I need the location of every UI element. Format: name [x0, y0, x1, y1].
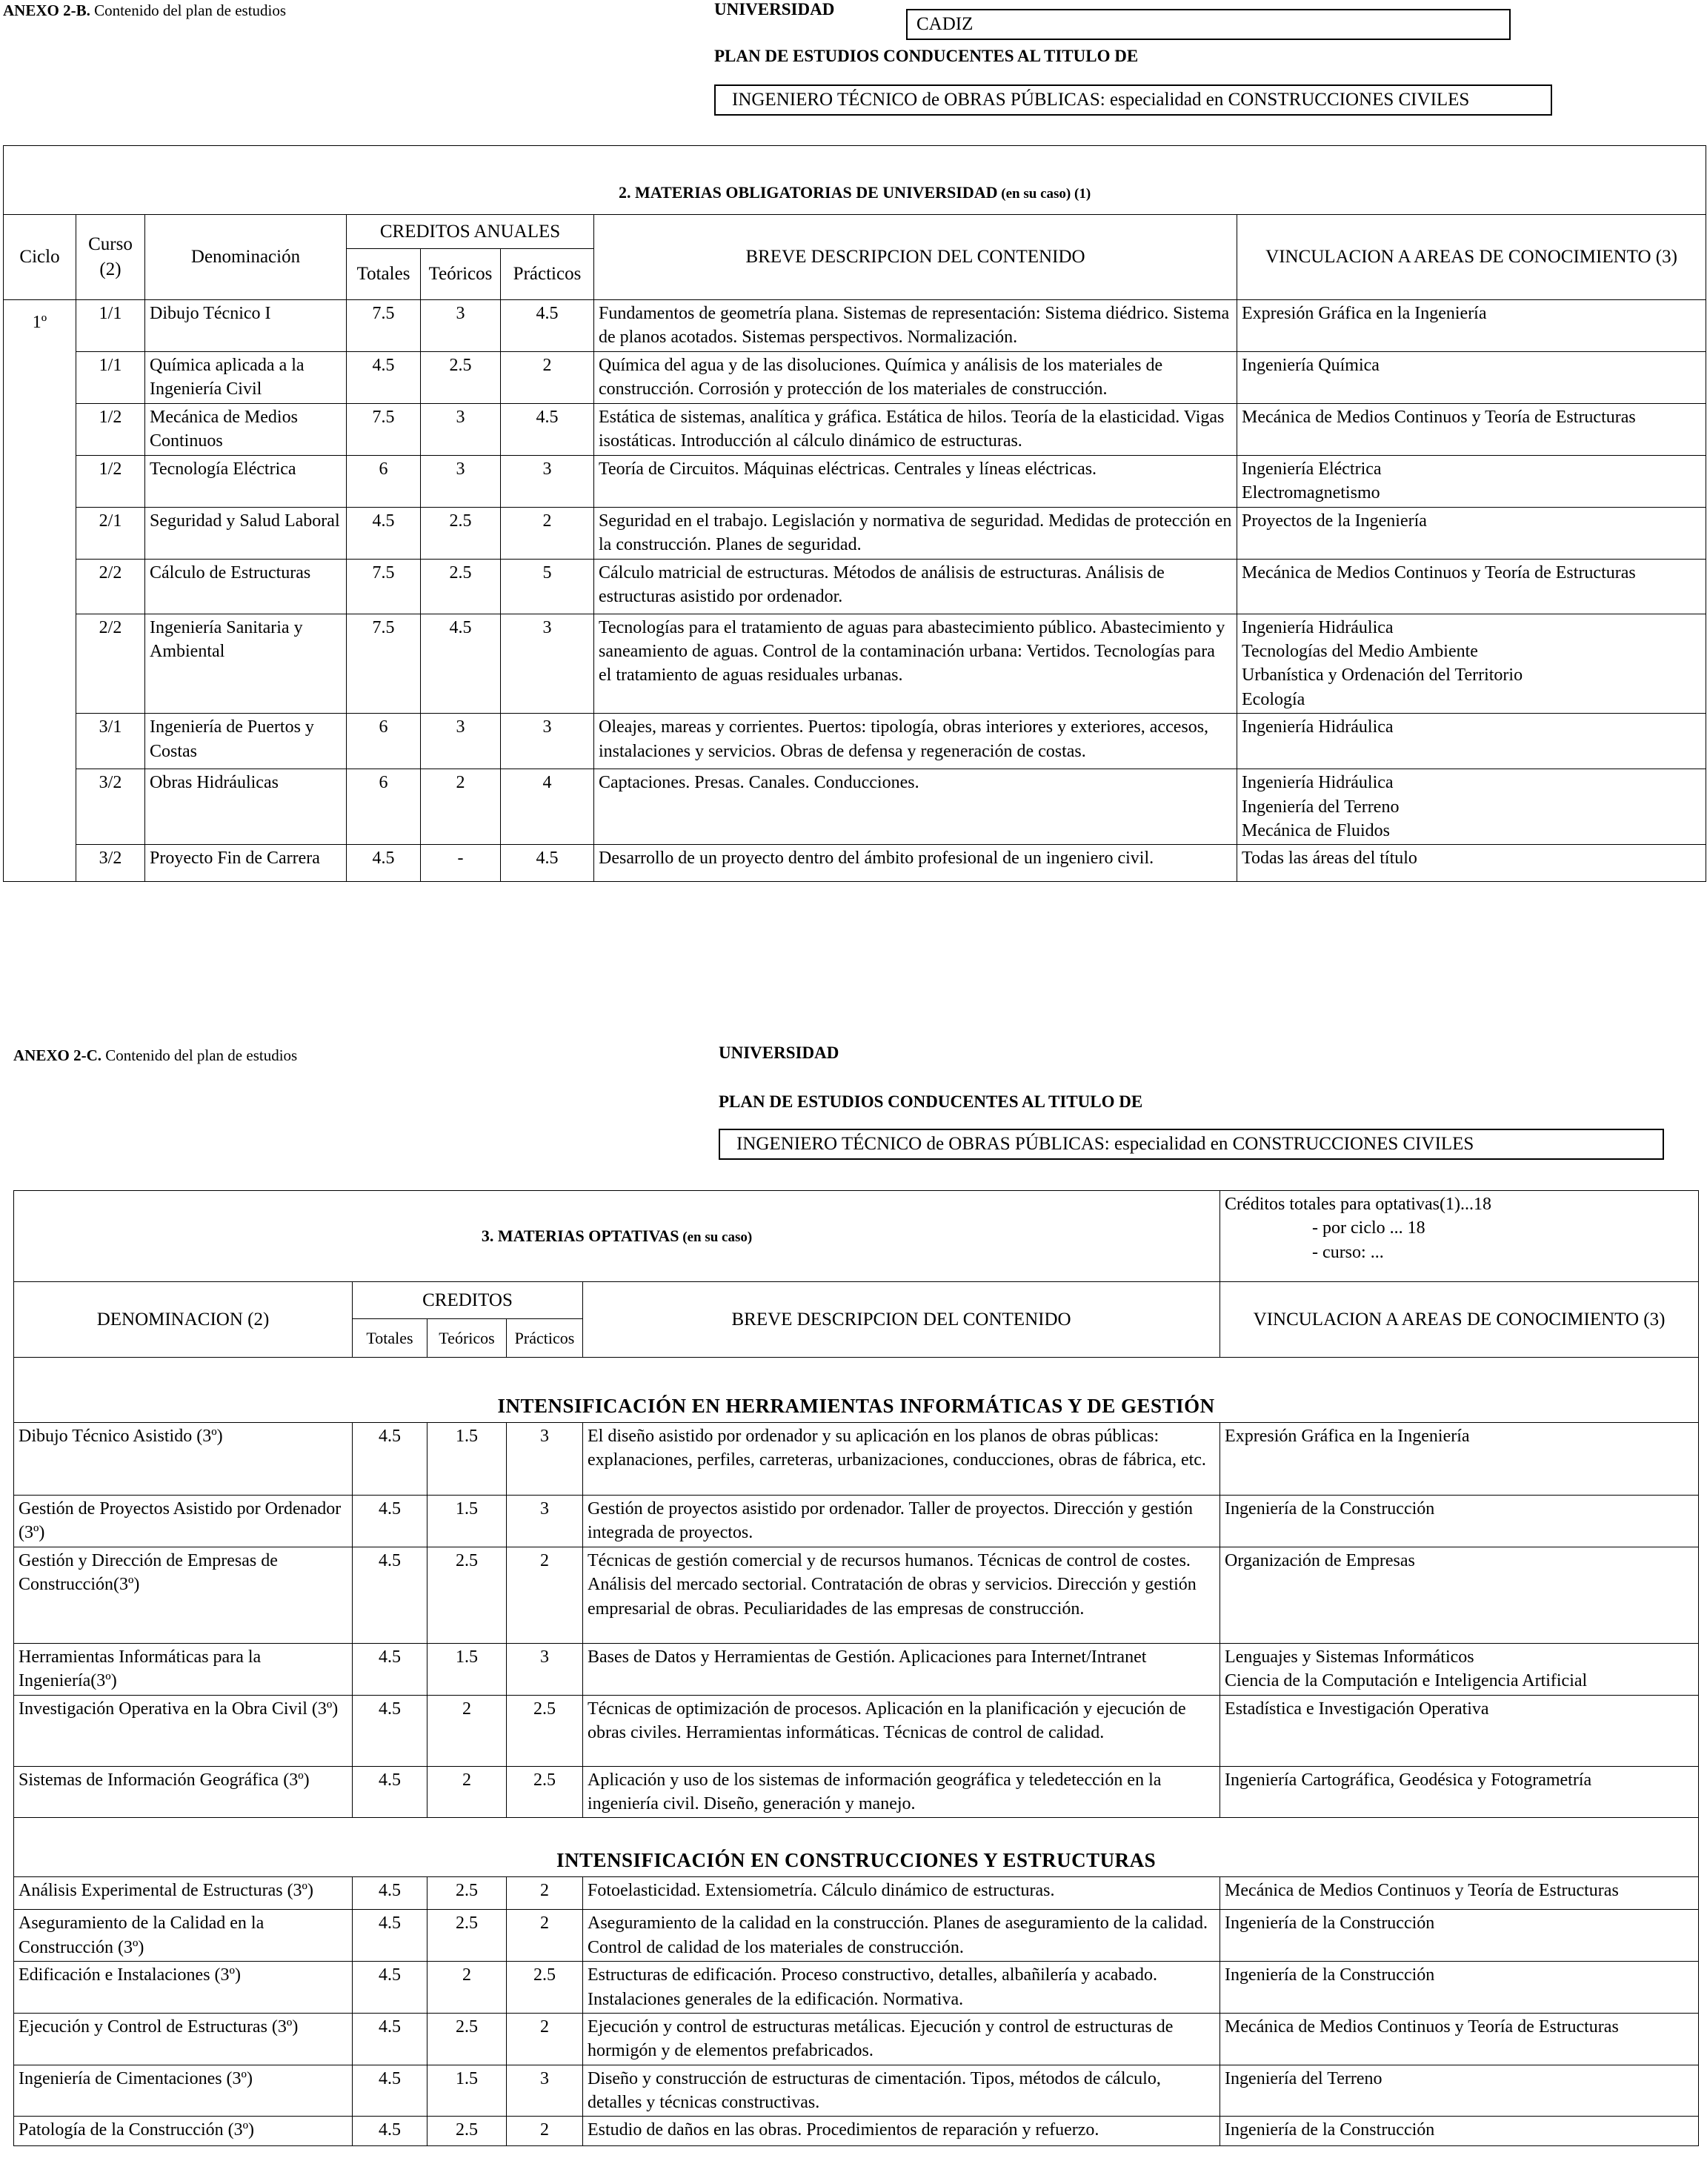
- table-row: [4, 404, 1706, 456]
- section-title: INTENSIFICACIÓN EN CONSTRUCCIONES Y ESTRUCTURAS: [14, 1818, 1699, 1877]
- knowledge-area: [1220, 1766, 1699, 1818]
- knowledge-area: [1220, 2013, 1699, 2065]
- area-line: Electromagnetismo: [1242, 483, 1380, 503]
- content-description: Diseño y construcción de estructuras de cimentación. Tipos, métodos de cálculo, detalles y técnicas constructivas.: [583, 2065, 1220, 2117]
- credits-practice: 2: [507, 1910, 583, 1962]
- area-line: Expresión Gráfica en la Ingeniería: [1242, 304, 1487, 323]
- credits-total: 6: [347, 769, 421, 845]
- content-description: Estudio de daños en las obras. Procedimientos de reparación y refuerzo.: [583, 2117, 1220, 2146]
- credits-theory: 2.5: [427, 1547, 507, 1643]
- table-row: [14, 1877, 1699, 1910]
- annex-c-plan-label: PLAN DE ESTUDIOS CONDUCENTES AL TITULO DE: [719, 1092, 1143, 1111]
- credits-theory: 3: [421, 300, 501, 352]
- table-row: [4, 714, 1706, 769]
- area-line: Ingeniería de la Construcción: [1225, 1499, 1435, 1518]
- area-line: Ciencia de la Computación e Inteligencia Artificial: [1225, 1671, 1588, 1691]
- optional-subjects-table: [13, 1190, 1699, 2146]
- header-c-creditos: CREDITOS: [353, 1282, 583, 1319]
- content-description: Tecnologías para el tratamiento de aguas para abastecimiento público. Abastecimiento y saneamiento de aguas. Control de la contaminación urbana: Vertidos. Tecnologías para el tratamiento de aguas residuales urbanas.: [594, 614, 1237, 714]
- credits-theory: 2.5: [421, 352, 501, 404]
- credits-practice: 4.5: [501, 300, 594, 352]
- table-row: [4, 456, 1706, 508]
- credits-theory: 4.5: [421, 614, 501, 714]
- credits-practice: 4: [501, 769, 594, 845]
- content-description: Seguridad en el trabajo. Legislación y normativa de seguridad. Medidas de protección en la construcción. Planes de seguridad.: [594, 507, 1237, 559]
- credits-practice: 2: [507, 1877, 583, 1910]
- knowledge-area: [1237, 507, 1706, 559]
- curso-cell: 3/1: [76, 714, 145, 769]
- table-row: [14, 1766, 1699, 1818]
- knowledge-area: [1220, 1547, 1699, 1643]
- subject-name: Investigación Operativa en la Obra Civil (3º): [14, 1695, 353, 1766]
- credits-practice: 2.5: [507, 1962, 583, 2014]
- area-line: Ingeniería Eléctrica: [1242, 459, 1382, 479]
- annex-b-university-field: CADIZ: [906, 9, 1511, 40]
- knowledge-area: [1237, 456, 1706, 508]
- area-line: Ecología: [1242, 689, 1305, 709]
- header-teoricos: Teóricos: [421, 249, 501, 300]
- table-row: [4, 507, 1706, 559]
- credits-practice: 4.5: [501, 845, 594, 882]
- subject-name: Ingeniería Sanitaria y Ambiental: [145, 614, 347, 714]
- subject-name: Ejecución y Control de Estructuras (3º): [14, 2013, 353, 2065]
- content-description: Aseguramiento de la calidad en la construcción. Planes de aseguramiento de la calidad. Control de calidad de los materiales de construcción.: [583, 1910, 1220, 1962]
- area-line: Proyectos de la Ingeniería: [1242, 511, 1427, 531]
- credits-practice: 3: [507, 1496, 583, 1547]
- content-description: Captaciones. Presas. Canales. Conducciones.: [594, 769, 1237, 845]
- curso-cell: 2/2: [76, 559, 145, 614]
- credits-theory: 2.5: [427, 1910, 507, 1962]
- credits-total: 6: [347, 456, 421, 508]
- credits-theory: 1.5: [427, 2065, 507, 2117]
- credits-total: 7.5: [347, 300, 421, 352]
- credits-total: 4.5: [353, 1643, 427, 1695]
- curso-cell: 3/2: [76, 845, 145, 882]
- area-line: Mecánica de Fluidos: [1242, 820, 1390, 840]
- subject-name: Edificación e Instalaciones (3º): [14, 1962, 353, 2014]
- area-line: Ingeniería Química: [1242, 356, 1380, 375]
- table-row: [4, 845, 1706, 882]
- header-totales: Totales: [347, 249, 421, 300]
- table-row: [14, 1643, 1699, 1695]
- table-row: [14, 2065, 1699, 2117]
- content-description: Estática de sistemas, analítica y gráfica. Estática de hilos. Teoría de la elasticidad. Vigas isostáticas. Introducción al cálculo dinámico de estructuras.: [594, 404, 1237, 456]
- area-line: Expresión Gráfica en la Ingeniería: [1225, 1427, 1470, 1446]
- subject-name: Cálculo de Estructuras: [145, 559, 347, 614]
- credits-total: 4.5: [347, 507, 421, 559]
- content-description: Técnicas de gestión comercial y de recursos humanos. Técnicas de control de costes. Análisis del mercado sectorial. Contratación de obras y servicios. Dirección y gestión empresarial de obras. Peculiaridades de las empresas de construcción.: [583, 1547, 1220, 1643]
- header-descripcion: BREVE DESCRIPCION DEL CONTENIDO: [594, 215, 1237, 300]
- credits-practice: 2: [501, 352, 594, 404]
- annex-b-plan-label: PLAN DE ESTUDIOS CONDUCENTES AL TITULO DE: [714, 47, 1139, 65]
- credits-theory: 3: [421, 404, 501, 456]
- content-description: Ejecución y control de estructuras metálicas. Ejecución y control de estructuras de hormigón y de elementos prefabricados.: [583, 2013, 1220, 2065]
- subject-name: Mecánica de Medios Continuos: [145, 404, 347, 456]
- header-c-teoricos: Teóricos: [427, 1319, 507, 1358]
- curso-cell: 1/1: [76, 300, 145, 352]
- subject-name: Análisis Experimental de Estructuras (3º): [14, 1877, 353, 1910]
- curso-cell: 2/2: [76, 614, 145, 714]
- credits-practice: 4.5: [501, 404, 594, 456]
- knowledge-area: [1237, 845, 1706, 882]
- content-description: Desarrollo de un proyecto dentro del ámbito profesional de un ingeniero civil.: [594, 845, 1237, 882]
- subject-name: Proyecto Fin de Carrera: [145, 845, 347, 882]
- curso-cell: 3/2: [76, 769, 145, 845]
- header-c-vinculacion: VINCULACION A AREAS DE CONOCIMIENTO (3): [1220, 1282, 1699, 1358]
- credits-practice: 2: [507, 2117, 583, 2146]
- table-row: [14, 1695, 1699, 1766]
- subject-name: Tecnología Eléctrica: [145, 456, 347, 508]
- credits-total: Créditos totales para optativas(1)...18: [1225, 1195, 1491, 1214]
- header-creditos-anuales: CREDITOS ANUALES: [347, 215, 594, 249]
- content-description: Técnicas de optimización de procesos. Aplicación en la planificación y ejecución de obras civiles. Herramientas informáticas. Técnicas de control de calidad.: [583, 1695, 1220, 1766]
- subject-name: Dibujo Técnico Asistido (3º): [14, 1423, 353, 1496]
- content-description: Gestión de proyectos asistido por ordenador. Taller de proyectos. Dirección y gestión integrada de proyectos.: [583, 1496, 1220, 1547]
- credits-theory: 2: [427, 1766, 507, 1818]
- subject-name: Gestión y Dirección de Empresas de Construcción(3º): [14, 1547, 353, 1643]
- credits-per-course: - curso: ...: [1312, 1242, 1384, 1262]
- area-line: Estadística e Investigación Operativa: [1225, 1699, 1489, 1719]
- credits-total: 4.5: [353, 1423, 427, 1496]
- curso-cell: 1/1: [76, 352, 145, 404]
- credits-total: 4.5: [353, 2065, 427, 2117]
- knowledge-area: [1220, 2117, 1699, 2146]
- credits-theory: 2: [421, 769, 501, 845]
- table-row: [4, 614, 1706, 714]
- credits-total: 4.5: [353, 1547, 427, 1643]
- header-c-totales: Totales: [353, 1319, 427, 1358]
- credits-theory: 2.5: [427, 2013, 507, 2065]
- table-row: [14, 2013, 1699, 2065]
- knowledge-area: [1220, 1910, 1699, 1962]
- credits-practice: 2: [507, 2013, 583, 2065]
- area-line: Ingeniería del Terreno: [1242, 797, 1400, 817]
- header-ciclo: Ciclo: [4, 215, 76, 300]
- area-line: Todas las áreas del título: [1242, 849, 1417, 869]
- content-description: Bases de Datos y Herramientas de Gestión. Aplicaciones para Internet/Intranet: [583, 1643, 1220, 1695]
- credits-theory: -: [421, 845, 501, 882]
- credits-practice: 3: [501, 456, 594, 508]
- area-line: Organización de Empresas: [1225, 1550, 1415, 1570]
- knowledge-area: [1220, 1423, 1699, 1496]
- credits-theory: 2: [427, 1962, 507, 2014]
- annex-c-degree-field: INGENIERO TÉCNICO de OBRAS PÚBLICAS: especialidad en CONSTRUCCIONES CIVILES: [719, 1129, 1664, 1160]
- credits-total: 4.5: [353, 1496, 427, 1547]
- credits-per-cycle: - por ciclo ... 18: [1312, 1218, 1425, 1238]
- content-description: Cálculo matricial de estructuras. Métodos de análisis de estructuras. Análisis de estructuras asistido por ordenador.: [594, 559, 1237, 614]
- credits-theory: 2.5: [427, 1877, 507, 1910]
- credits-total: 4.5: [353, 2117, 427, 2146]
- mandatory-subjects-table: [3, 145, 1706, 882]
- credits-practice: 2.5: [507, 1695, 583, 1766]
- knowledge-area: [1237, 769, 1706, 845]
- annex-c-university-label: UNIVERSIDAD: [719, 1043, 839, 1062]
- knowledge-area: [1220, 1496, 1699, 1547]
- content-description: El diseño asistido por ordenador y su aplicación en los planos de obras públicas: explanaciones, perfiles, carreteras, urbanizaciones, conducciones, obras de fábrica, etc.: [583, 1423, 1220, 1496]
- table-row: [14, 1547, 1699, 1643]
- credits-total: 4.5: [353, 2013, 427, 2065]
- table-row: [14, 1962, 1699, 2014]
- table-row: [14, 1910, 1699, 1962]
- table-row: [4, 559, 1706, 614]
- area-line: Ingeniería Hidráulica: [1242, 773, 1394, 793]
- table-row: [14, 2117, 1699, 2146]
- curso-cell: 2/1: [76, 507, 145, 559]
- knowledge-area: [1237, 300, 1706, 352]
- credits-total: 4.5: [353, 1910, 427, 1962]
- section-header-row: [14, 1358, 1699, 1423]
- header-curso: Curso (2): [76, 215, 145, 300]
- header-c-practicos: Prácticos: [507, 1319, 583, 1358]
- area-line: Tecnologías del Medio Ambiente: [1242, 641, 1478, 661]
- table-row: [14, 1496, 1699, 1547]
- credits-practice: 3: [507, 2065, 583, 2117]
- content-description: Aplicación y uso de los sistemas de información geográfica y teledetección en la ingeniería civil. Diseño, generación y manejo.: [583, 1766, 1220, 1818]
- header-practicos: Prácticos: [501, 249, 594, 300]
- area-line: Lenguajes y Sistemas Informáticos: [1225, 1647, 1474, 1667]
- subject-name: Obras Hidráulicas: [145, 769, 347, 845]
- knowledge-area: [1220, 2065, 1699, 2117]
- knowledge-area: [1220, 1962, 1699, 2014]
- credits-total: 7.5: [347, 559, 421, 614]
- knowledge-area: [1237, 614, 1706, 714]
- credits-total: 4.5: [347, 845, 421, 882]
- table-b-title: 2. MATERIAS OBLIGATORIAS DE UNIVERSIDAD (en su caso) (1): [4, 146, 1706, 215]
- header-c-descripcion: BREVE DESCRIPCION DEL CONTENIDO: [583, 1282, 1220, 1358]
- knowledge-area: [1237, 352, 1706, 404]
- subject-name: Herramientas Informáticas para la Ingeniería(3º): [14, 1643, 353, 1695]
- content-description: Oleajes, mareas y corrientes. Puertos: tipología, obras interiores y exteriores, accesos, instalaciones y servicios. Obras de defensa y regeneración de costas.: [594, 714, 1237, 769]
- content-description: Estructuras de edificación. Proceso constructivo, detalles, albañilería y acabado. Instalaciones generales de la edificación. Normativa.: [583, 1962, 1220, 2014]
- content-description: Química del agua y de las disoluciones. Química y análisis de los materiales de construcción. Corrosión y protección de los materiales de construcción.: [594, 352, 1237, 404]
- section-header-row: [14, 1818, 1699, 1877]
- area-line: Urbanística y Ordenación del Territorio: [1242, 666, 1523, 686]
- area-line: Ingeniería Hidráulica: [1242, 717, 1394, 737]
- area-line: Mecánica de Medios Continuos y Teoría de Estructuras: [1242, 408, 1636, 427]
- credits-practice: 2: [501, 507, 594, 559]
- table-row: [4, 769, 1706, 845]
- knowledge-area: [1237, 559, 1706, 614]
- subject-name: Seguridad y Salud Laboral: [145, 507, 347, 559]
- knowledge-area: [1237, 714, 1706, 769]
- credits-practice: 3: [501, 614, 594, 714]
- area-line: Mecánica de Medios Continuos y Teoría de Estructuras: [1225, 2017, 1619, 2037]
- credits-practice: 2: [507, 1547, 583, 1643]
- knowledge-area: [1220, 1695, 1699, 1766]
- credits-total: 7.5: [347, 404, 421, 456]
- area-line: Ingeniería de la Construcción: [1225, 1914, 1435, 1934]
- area-line: Ingeniería de la Construcción: [1225, 1965, 1435, 1985]
- curso-cell: 1/2: [76, 456, 145, 508]
- table-row: [4, 300, 1706, 352]
- credits-practice: 3: [507, 1643, 583, 1695]
- credits-total: 6: [347, 714, 421, 769]
- annex-b-degree-field: INGENIERO TÉCNICO de OBRAS PÚBLICAS: especialidad en CONSTRUCCIONES CIVILES: [714, 84, 1552, 116]
- table-row: [14, 1423, 1699, 1496]
- header-vinculacion: VINCULACION A AREAS DE CONOCIMIENTO (3): [1237, 215, 1706, 300]
- credits-total: 4.5: [353, 1766, 427, 1818]
- credits-theory: 2.5: [427, 2117, 507, 2146]
- knowledge-area: [1237, 404, 1706, 456]
- header-c-denominacion: DENOMINACION (2): [14, 1282, 353, 1358]
- optional-credits-info: [1220, 1191, 1699, 1282]
- credits-theory: 1.5: [427, 1643, 507, 1695]
- area-line: Mecánica de Medios Continuos y Teoría de Estructuras: [1225, 1881, 1619, 1901]
- credits-total: 7.5: [347, 614, 421, 714]
- content-description: Fotoelasticidad. Extensiometría. Cálculo dinámico de estructuras.: [583, 1877, 1220, 1910]
- content-description: Teoría de Circuitos. Máquinas eléctricas. Centrales y líneas eléctricas.: [594, 456, 1237, 508]
- content-description: Fundamentos de geometría plana. Sistemas de representación: Sistema diédrico. Sistema de planos acotados. Sistemas perspectivos. Normalización.: [594, 300, 1237, 352]
- credits-total: 4.5: [347, 352, 421, 404]
- credits-practice: 3: [501, 714, 594, 769]
- annex-b-university-label: UNIVERSIDAD: [714, 0, 835, 19]
- credits-theory: 2.5: [421, 507, 501, 559]
- table-c-title: 3. MATERIAS OPTATIVAS (en su caso): [14, 1191, 1220, 1282]
- credits-practice: 5: [501, 559, 594, 614]
- knowledge-area: [1220, 1877, 1699, 1910]
- annex-c-label: ANEXO 2-C. Contenido del plan de estudios: [13, 1046, 298, 1064]
- area-line: Ingeniería Hidráulica: [1242, 617, 1394, 637]
- credits-theory: 2: [427, 1695, 507, 1766]
- credits-theory: 3: [421, 456, 501, 508]
- credits-total: 4.5: [353, 1962, 427, 2014]
- table-row: [4, 352, 1706, 404]
- subject-name: Química aplicada a la Ingeniería Civil: [145, 352, 347, 404]
- area-line: Ingeniería de la Construcción: [1225, 2120, 1435, 2140]
- credits-total: 4.5: [353, 1877, 427, 1910]
- ciclo-cell: 1º: [4, 300, 76, 882]
- subject-name: Sistemas de Información Geográfica (3º): [14, 1766, 353, 1818]
- section-title: INTENSIFICACIÓN EN HERRAMIENTAS INFORMÁTICAS Y DE GESTIÓN: [14, 1358, 1699, 1423]
- credits-theory: 3: [421, 714, 501, 769]
- credits-practice: 3: [507, 1423, 583, 1496]
- subject-name: Gestión de Proyectos Asistido por Ordenador (3º): [14, 1496, 353, 1547]
- header-denominacion: Denominación: [145, 215, 347, 300]
- subject-name: Patología de la Construcción (3º): [14, 2117, 353, 2146]
- credits-theory: 1.5: [427, 1423, 507, 1496]
- area-line: Mecánica de Medios Continuos y Teoría de Estructuras: [1242, 562, 1636, 582]
- annex-b-label: ANEXO 2-B. Contenido del plan de estudios: [3, 1, 287, 19]
- area-line: Ingeniería Cartográfica, Geodésica y Fotogrametría: [1225, 1770, 1592, 1790]
- credits-practice: 2.5: [507, 1766, 583, 1818]
- subject-name: Ingeniería de Puertos y Costas: [145, 714, 347, 769]
- knowledge-area: [1220, 1643, 1699, 1695]
- credits-theory: 1.5: [427, 1496, 507, 1547]
- credits-theory: 2.5: [421, 559, 501, 614]
- subject-name: Ingeniería de Cimentaciones (3º): [14, 2065, 353, 2117]
- subject-name: Aseguramiento de la Calidad en la Construcción (3º): [14, 1910, 353, 1962]
- subject-name: Dibujo Técnico I: [145, 300, 347, 352]
- area-line: Ingeniería del Terreno: [1225, 2068, 1382, 2088]
- credits-total: 4.5: [353, 1695, 427, 1766]
- curso-cell: 1/2: [76, 404, 145, 456]
